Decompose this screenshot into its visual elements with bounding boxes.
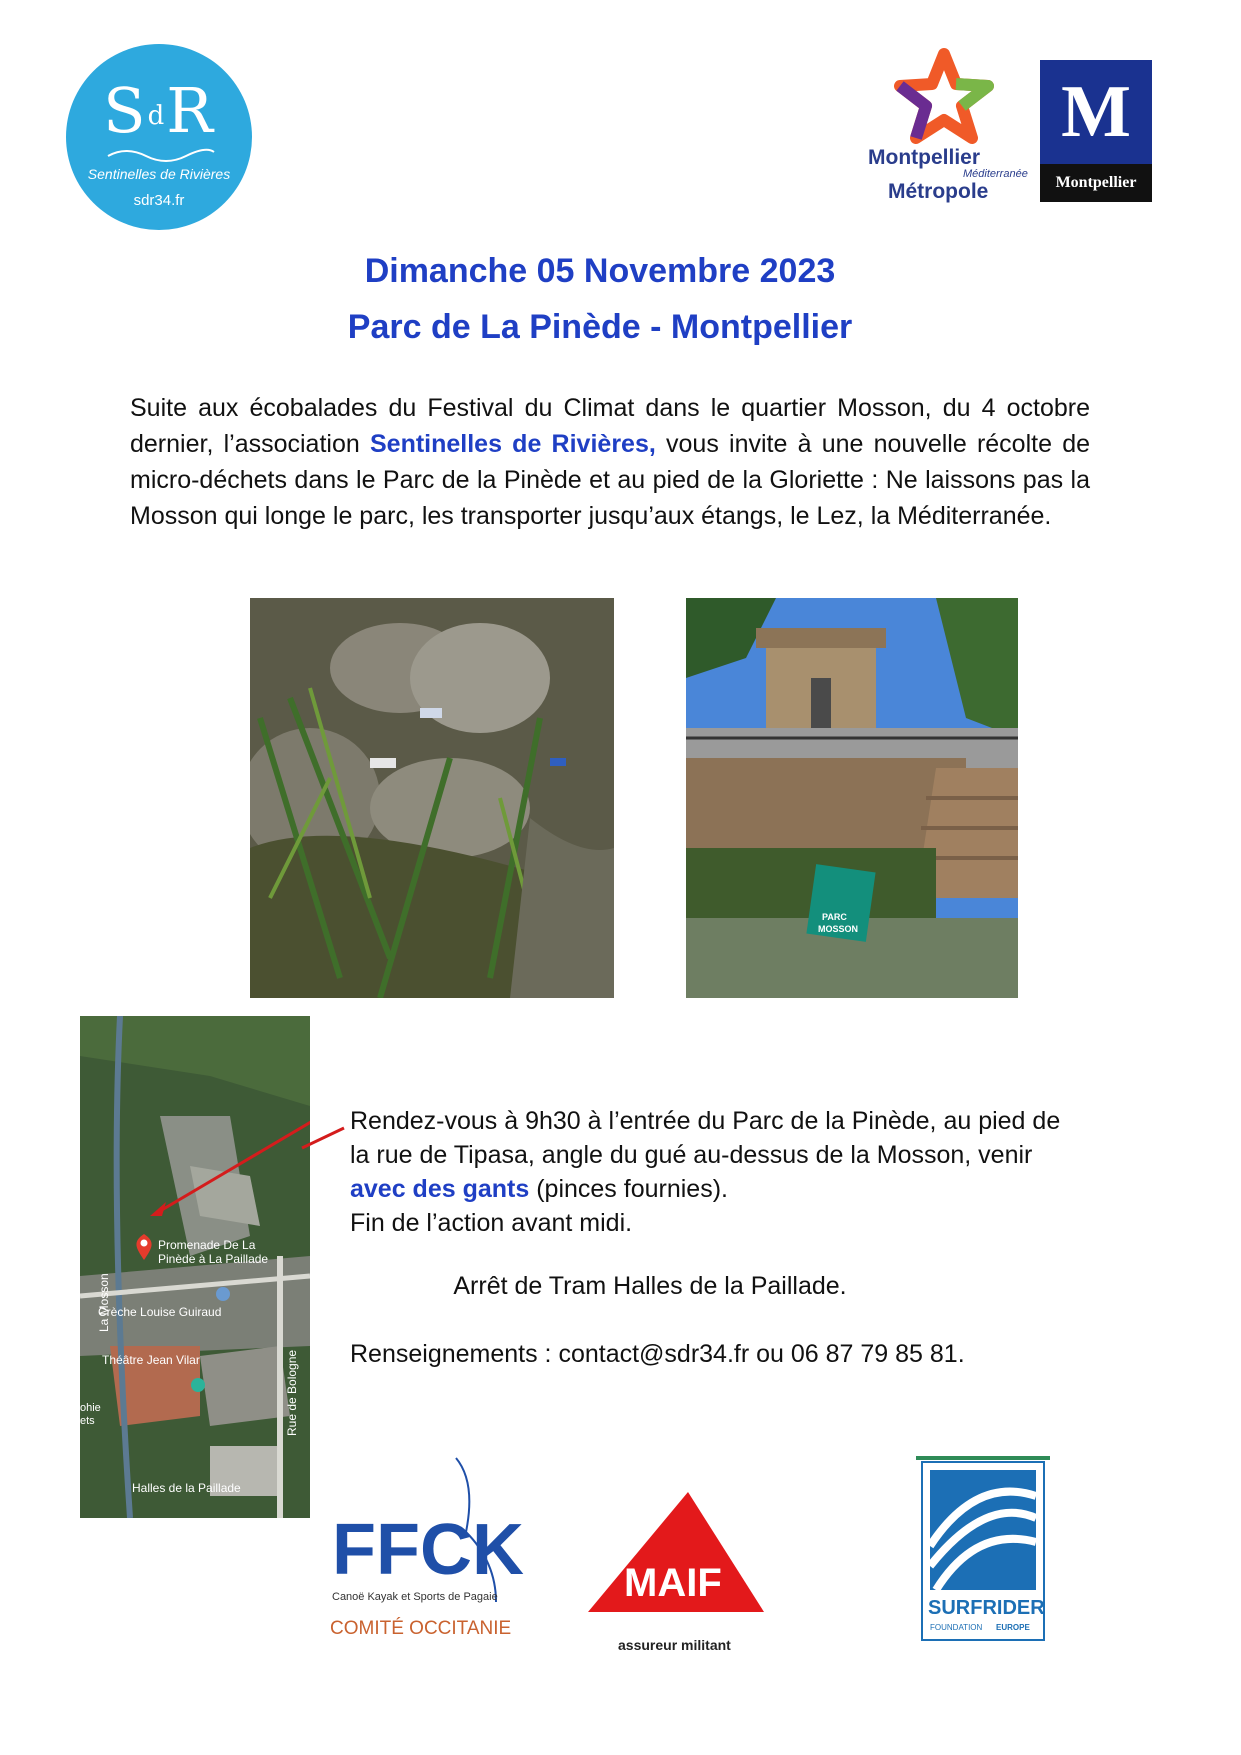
- association-name: Sentinelles de Rivières,: [369, 430, 656, 458]
- maif-graphic: [588, 1492, 764, 1658]
- end-of-action: Fin de l’action avant midi.: [350, 1209, 633, 1237]
- star-icon: [894, 46, 994, 146]
- metropole-logo: [858, 46, 1028, 208]
- ffck-graphic: [326, 1452, 546, 1648]
- map-illustration: [80, 1016, 310, 1518]
- metropole-line2: Méditerranée: [963, 168, 1028, 180]
- ffck-logo: [326, 1452, 546, 1648]
- map-label-promenade-1: Promenade De La: [158, 1238, 256, 1252]
- park-photo-illustration: [686, 598, 1018, 998]
- contact-info: Renseignements : contact@sdr34.fr ou 06 87 79 85 81.: [350, 1340, 965, 1368]
- event-place: Parc de La Pinède - Montpellier: [347, 308, 853, 346]
- map-label-mosson: La Mosson: [97, 1273, 111, 1332]
- surfrider-name: SURFRIDER: [928, 1597, 1045, 1619]
- river-photo-illustration: [250, 598, 614, 998]
- wave-icon: [106, 144, 216, 164]
- surfrider-logo: [916, 1456, 1050, 1644]
- ffck-subtitle: Canoë Kayak et Sports de Pagaie: [332, 1591, 498, 1603]
- sdr-monogram: SdR: [103, 74, 215, 147]
- sdr-logo: [66, 44, 252, 230]
- tram-stop: Arrêt de Tram Halles de la Paillade.: [453, 1272, 847, 1300]
- parc-mosson-photo: [686, 598, 1018, 998]
- sdr-site: sdr34.fr: [133, 192, 185, 209]
- surfrider-graphic: [916, 1456, 1050, 1644]
- map-label-creche: Crèche Louise Guiraud: [98, 1305, 222, 1319]
- park-sign-line1: PARC: [822, 912, 847, 922]
- ville-letter: M: [1061, 71, 1131, 153]
- map-label-bologne: Rue de Bologne: [285, 1349, 299, 1436]
- sdr-name: Sentinelles de Rivières: [87, 166, 231, 182]
- pointer-arrow: [300, 1124, 350, 1154]
- metropole-line1: Montpellier: [868, 146, 981, 169]
- park-sign-line2: MOSSON: [818, 924, 859, 934]
- intro-paragraph: Suite aux écobalades du Festival du Climat dans le quartier Mosson, du 4 octobre dernier, l’association Sentinelles de Rivières, vous invite à une nouvelle récolte de micro-déchets dans le Parc de la Pinède et au pied de la Gloriette : Ne laissons pas la Mosson qui longe le parc, les transporter jusqu’aux étangs, le Lez, la Méditerranée.: [130, 394, 1090, 530]
- maif-name: MAIF: [624, 1561, 722, 1605]
- maif-tagline: assureur militant: [618, 1637, 731, 1653]
- location-map: [80, 1016, 310, 1518]
- gloves-highlight: avec des gants: [350, 1175, 530, 1203]
- ffck-committee: COMITÉ OCCITANIE: [330, 1618, 512, 1639]
- map-label-cut: ohie: [80, 1402, 101, 1414]
- ffck-acronym: FFCK: [332, 1510, 524, 1590]
- maif-logo: [588, 1492, 764, 1658]
- map-label-theatre: Théâtre Jean Vilar: [102, 1353, 200, 1367]
- ville-label: Montpellier: [1040, 164, 1152, 202]
- map-label-promenade-2: Pinède à La Paillade: [158, 1252, 269, 1266]
- surfrider-foundation: FOUNDATION: [930, 1623, 983, 1632]
- metropole-line3: Métropole: [888, 180, 989, 203]
- ville-logo: [1040, 60, 1152, 202]
- map-label-cut2: ets: [80, 1415, 95, 1427]
- river-waste-photo: [250, 598, 614, 998]
- event-date: Dimanche 05 Novembre 2023: [364, 252, 836, 290]
- rendezvous-paragraph: Rendez-vous à 9h30 à l’entrée du Parc de la Pinède, au pied de la rue de Tipasa, angle du gué au-dessus de la Mosson, venir avec des gants (pinces fournies). Fin de l’action avant midi.: [350, 1107, 1061, 1237]
- surfrider-europe: EUROPE: [996, 1623, 1030, 1632]
- map-label-halles: Halles de la Paillade: [132, 1481, 241, 1495]
